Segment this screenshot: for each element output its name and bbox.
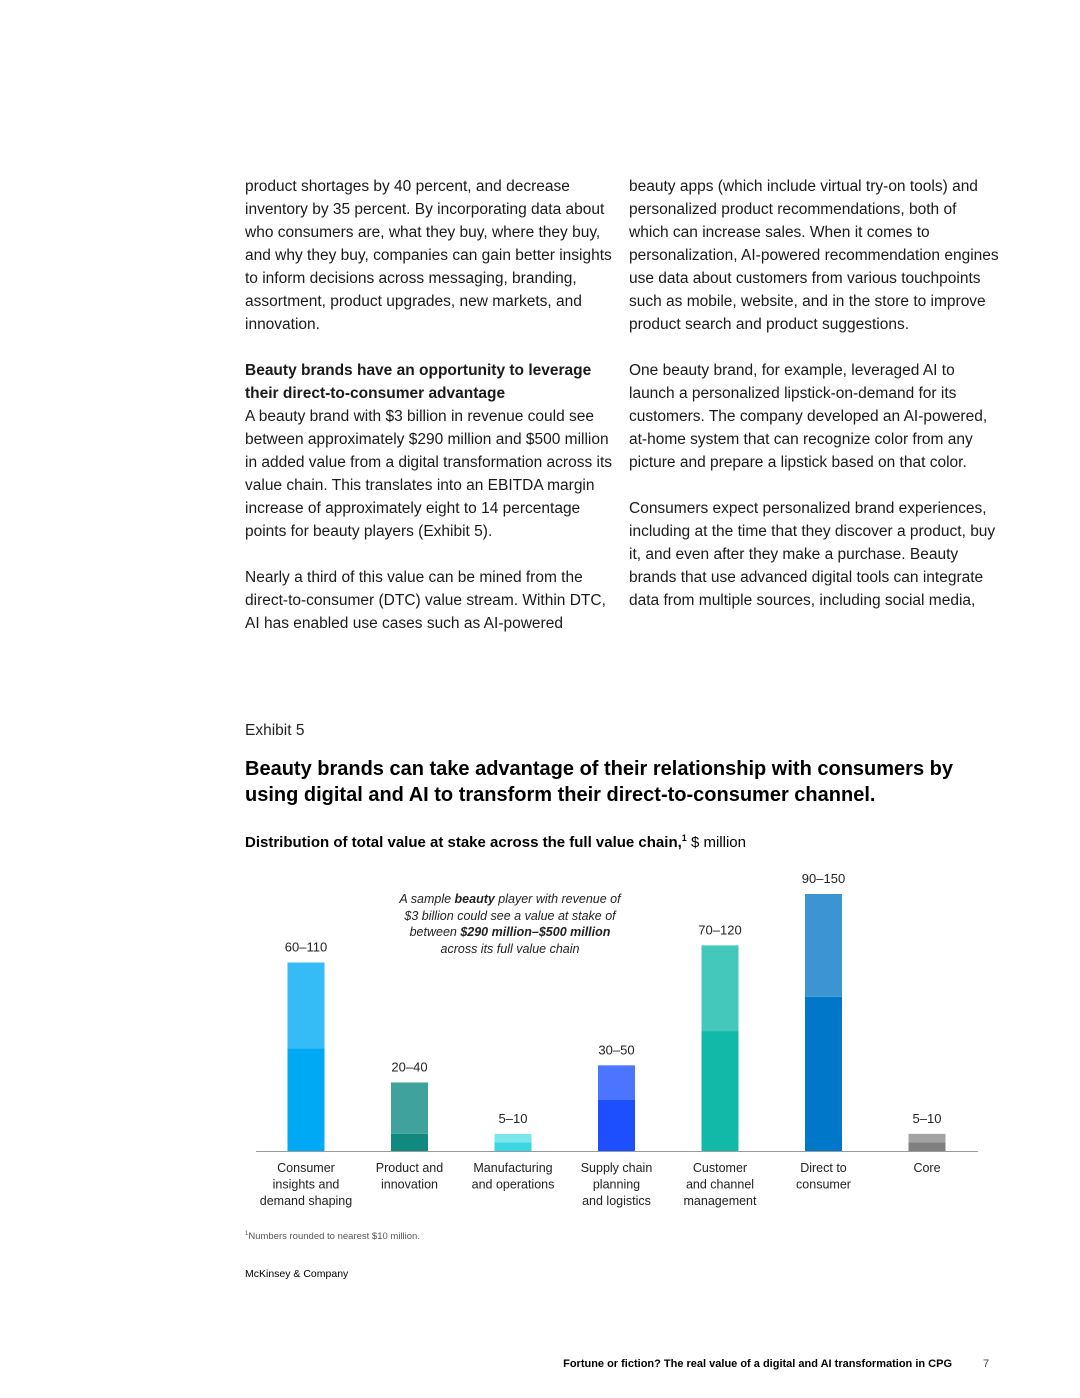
bar-low-segment — [288, 1048, 325, 1151]
category-label: Core — [913, 1161, 941, 1175]
category-label: Product and — [375, 1161, 444, 1175]
section-heading: Beauty brands have an opportunity to leverage their direct-to-consumer advantage — [245, 362, 592, 402]
callout-text: A sample — [399, 892, 455, 906]
paragraph: product shortages by 40 percent, and decrease inventory by 35 percent. By incorporating data about who consumers are, what they buy, where they buy, and why they buy, companies can gain better insights to inform decisions across messaging, branding, assortment, product upgrades, new markets, and innovation. — [245, 178, 612, 333]
bar-value-label: 60–110 — [284, 939, 328, 955]
bar-low-segment — [495, 1142, 532, 1151]
chart-callout — [398, 891, 622, 958]
category-label: management — [683, 1194, 757, 1208]
source-credit: McKinsey & Company — [245, 1268, 349, 1280]
callout-bold: $290 million–$500 million — [460, 925, 611, 940]
bar-value-label: 90–150 — [801, 871, 846, 886]
exhibit-title: Beauty brands can take advantage of their relationship with consumers by using digital and AI to transform their direct-to-consumer channel. — [245, 758, 953, 806]
footnote-marker: 1 — [681, 833, 687, 843]
bar-high-segment — [909, 1134, 946, 1143]
footer-title: Fortune or fiction? The real value of a digital and AI transformation in CPG — [563, 1358, 952, 1370]
bar-high-segment — [495, 1134, 532, 1143]
bar-high-segment — [391, 1082, 428, 1133]
bar-value-label: 30–50 — [598, 1042, 635, 1058]
category-label: Direct to — [800, 1161, 847, 1175]
bar-high-segment — [288, 963, 325, 1049]
category-label: consumer — [796, 1177, 851, 1192]
bar-value-label: 70–120 — [698, 922, 742, 938]
category-label: Consumer — [277, 1161, 335, 1175]
category-label: Customer — [692, 1161, 748, 1175]
bar-value-label: 20–40 — [391, 1059, 428, 1075]
paragraph: beauty apps (which include virtual try-on tools) and personalized product recommendations, both of which can increase sales. When it comes to personalization, AI-powered recommendation engines use data about customers from various touchpoints such as mobile, website, and in the store to improve product search and product suggestions. — [629, 178, 999, 333]
callout-text: across its full value chain — [440, 942, 580, 957]
bar-value-label: 5–10 — [912, 1110, 942, 1126]
bar-low-segment — [391, 1134, 428, 1151]
chart-subtitle-bold: Distribution of total value at stake across the full value chain, — [245, 834, 682, 851]
category-label: Manufacturing — [473, 1161, 553, 1175]
footnote-text: Numbers rounded to nearest $10 million. — [248, 1231, 420, 1243]
category-label: and operations — [471, 1177, 555, 1192]
callout-bold: beauty — [454, 892, 495, 906]
bar-low-segment — [805, 997, 842, 1151]
category-label: and logistics — [582, 1194, 651, 1208]
callout-text: player with revenue of $3 billion could see a value at stake of between — [404, 892, 621, 940]
bar-low-segment — [909, 1142, 946, 1151]
bar-high-segment — [805, 894, 842, 997]
bar-high-segment — [702, 945, 739, 1031]
bar-low-segment — [702, 1031, 739, 1151]
category-label: insights and — [272, 1177, 340, 1192]
bar-high-segment — [598, 1065, 635, 1099]
exhibit-label: Exhibit 5 — [245, 722, 305, 739]
bar-value-label: 5–10 — [498, 1110, 528, 1126]
paragraph: One beauty brand, for example, leveraged AI to launch a personalized lipstick-on-demand for its customers. The company developed an AI-powered, at-home system that can recognize color from any picture and prepare a lipstick based on that color. — [629, 362, 988, 471]
paragraph: A beauty brand with $3 billion in revenue could see between approximately $290 million and $500 million in added value from a digital transformation across its value chain. This translates into an EBITDA margin increase of approximately eight to 14 percentage points for beauty players (Exhibit 5). — [245, 408, 613, 540]
category-label: demand shaping — [259, 1194, 353, 1208]
bar-low-segment — [598, 1100, 635, 1151]
paragraph: Nearly a third of this value can be mined from the direct-to-consumer (DTC) value stream. Within DTC, AI has enabled use cases such as AI-powered — [245, 569, 606, 632]
category-label: Supply chain — [580, 1161, 653, 1175]
category-label: planning — [592, 1177, 641, 1192]
chart-unit: $ million — [686, 834, 746, 851]
paragraph: Consumers expect personalized brand experiences, including at the time that they discover a product, buy it, and even after they make a purchase. Beauty brands that use advanced digital tools can integrate data from multiple sources, including social media, — [629, 500, 996, 609]
category-label: innovation — [381, 1177, 438, 1192]
category-label: and channel — [685, 1177, 755, 1192]
page-number: 7 — [983, 1358, 990, 1370]
footnote-marker: 1 — [245, 1231, 249, 1237]
footnote — [245, 1231, 420, 1242]
